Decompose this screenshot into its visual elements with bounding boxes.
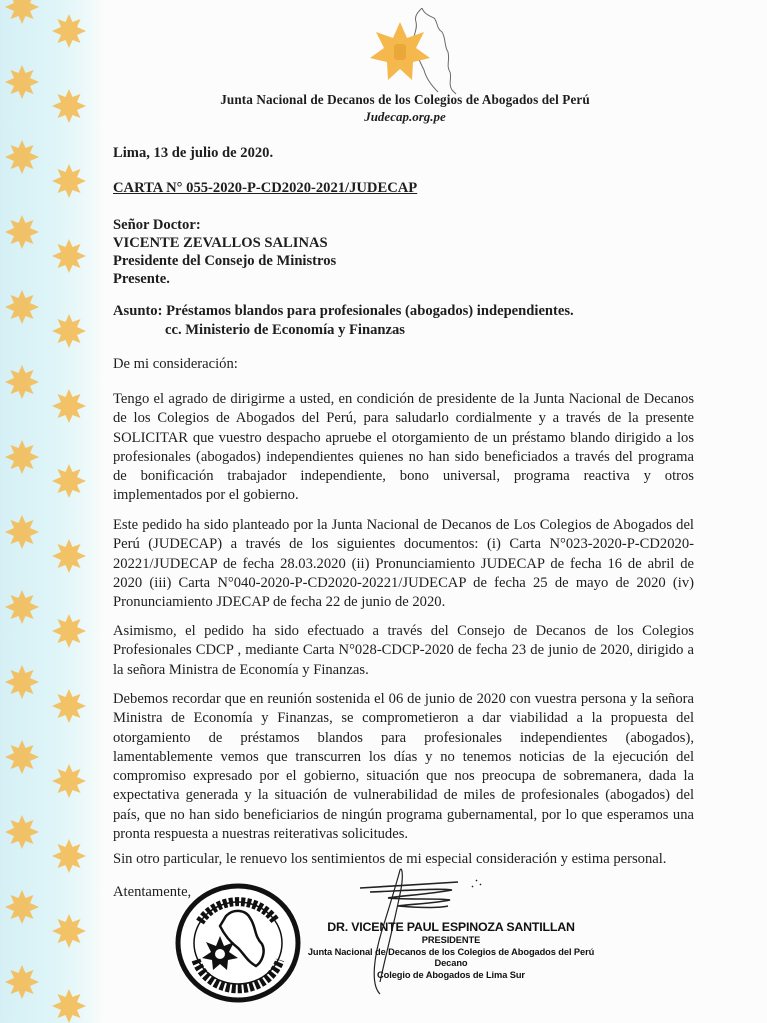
body-paragraph: Debemos recordar que en reunión sostenida el 06 de junio de 2020 con vuestra persona y la señora Ministra de Economía y Finanzas, se comprometieron a dar viabilidad a la propuesta del otorgamiento de préstamos blandos para profesionales independientes (abogados), lamentablemente vemos que transcurren los días y no tenemos noticias de la ejecución del compromiso expresado por el gobierno, situación que nos preocupa de sobremanera, dada la expectativa generada y la situación de vulnerabilidad de miles de profesionales (abogados) del país, que no han sido beneficiarios de ningún programa gubernamental, por lo que esperamos una pronta respuesta a nuestras reiterativas solicitudes.	[113, 691, 694, 843]
signer-title: Decano	[434, 958, 468, 969]
subject-cc: cc. Ministerio de Economía y Finanzas	[165, 322, 405, 338]
letter-reference: CARTA N° 055-2020-P-CD2020-2021/JUDECAP	[113, 180, 418, 196]
signature-block	[296, 920, 606, 981]
subject-block	[113, 302, 574, 340]
body-paragraph: Tengo el agrado de dirigirme a usted, en condición de presidente de la Junta Nacional de Decanos de los Colegios de Abogados del Perú, para saludarlo cordialmente y a través de la presente SOLICITAR que vuestro despacho apruebe el otorgamiento de un préstamo blando dirigido a los profesionales (abogados) independientes quienes no han sido beneficiados a través del programa de bonificación trabajador independiente, bono universal, programa reactiva y otros implementados por el gobierno.	[113, 391, 694, 504]
subject-label: Asunto:	[113, 303, 163, 319]
closing-paragraph: Sin otro particular, le renuevo los sentimientos de mi especial consideración y estima personal.	[113, 851, 667, 867]
recipient-name: VICENTE ZEVALLOS SALINAS	[113, 235, 328, 251]
letterhead-logo	[352, 8, 472, 96]
star-emblem-icon	[370, 22, 430, 80]
signer-role: PRESIDENTE	[421, 935, 481, 945]
body-paragraph: Asimismo, el pedido ha sido efectuado a través del Consejo de Decanos de los Colegios Profesionales CDCP , mediante Carta N°028-CDCP-2020 de fecha 23 de junio de 2020, dirigido a la señora Ministra de Economía y Finanzas.	[113, 623, 694, 678]
letter-date: Lima, 13 de julio de 2020.	[113, 145, 274, 161]
signer-name: DR. VICENTE PAUL ESPINOZA SANTILLAN	[327, 920, 575, 934]
recipient-block	[113, 216, 336, 288]
website: Judecap.org.pe	[364, 109, 446, 124]
recipient-position: Presidente del Consejo de Ministros	[113, 253, 337, 269]
organization-name: Junta Nacional de Decanos de los Colegios de Abogados del Perú	[220, 92, 590, 107]
greeting: De mi consideración:	[113, 356, 238, 372]
signer-college: Colegio de Abogados de Lima Sur	[377, 969, 525, 980]
official-seal-stamp	[174, 882, 302, 1004]
body-paragraph: Este pedido ha sido planteado por la Junta Nacional de Decanos de Los Colegios de Abogados del Perú (JUDECAP) a través de los siguientes documentos: (i) Carta N°023-2020-P-CD2020-20221/JUDECAP de fecha 28.03.2020 (ii) Pronunciamiento JUDECAP de fecha 16 de abril de 2020 (iii) Carta N°040-2020-P-CD2020-20221/JUDECAP de fecha 25 de mayo de 2020 (iv) Pronunciamiento JDECAP de fecha 22 de junio de 2020.	[113, 517, 694, 611]
recipient-presente: Presente.	[113, 271, 170, 287]
closing: Atentamente,	[113, 884, 192, 900]
recipient-salutation: Señor Doctor:	[113, 217, 201, 233]
signer-institution: Junta Nacional de Decanos de los Colegios de Abogados del Perú	[307, 946, 595, 957]
subject-text: Préstamos blandos para profesionales (abogados) independientes.	[166, 303, 574, 319]
